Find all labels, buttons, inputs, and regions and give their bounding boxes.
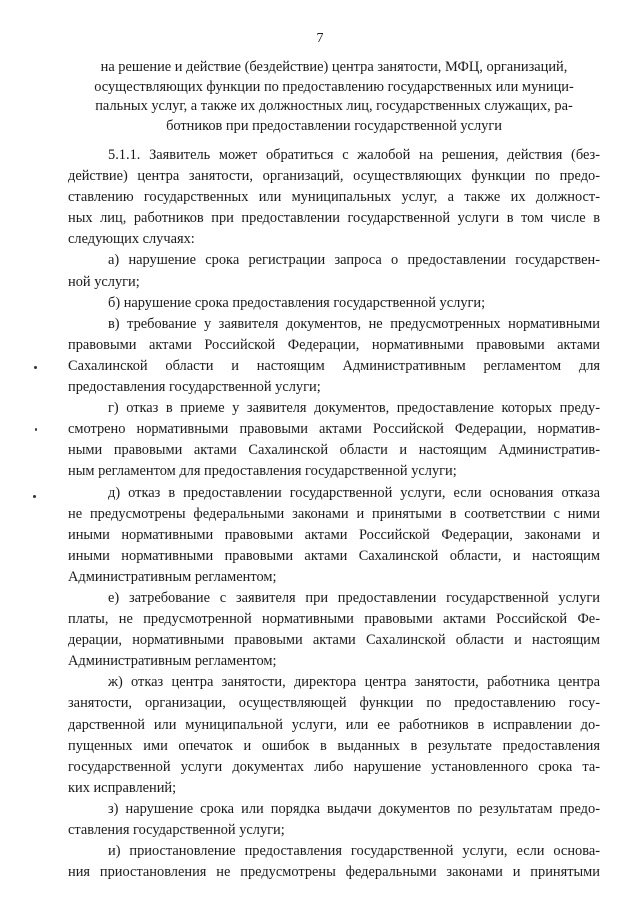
text-line: дерации, нормативными правовыми актами Сахалинской области и настоящим xyxy=(68,632,600,649)
scan-speck xyxy=(33,495,36,498)
text-line: а) нарушение срока регистрации запроса о предоставлении государствен- xyxy=(108,252,600,269)
heading-line: на решение и действие (бездействие) центра занятости, МФЦ, организаций, xyxy=(100,59,568,75)
heading-line: осуществляющих функции по предоставлению государственных или муници- xyxy=(94,78,574,95)
text-line: в) требование у заявителя документов, не предусмотренных нормативными xyxy=(108,315,600,332)
paragraph xyxy=(68,398,600,482)
text-line: 5.1.1. Заявитель может обратиться с жалобой на решения, действия (без- xyxy=(108,147,600,163)
text-line: правовыми актами Российской Федерации, нормативными правовыми актами xyxy=(68,336,600,353)
paragraph xyxy=(68,293,600,314)
text-line: Административным регламентом; xyxy=(68,653,277,670)
text-line: ных лиц, работников при предоставлении государственной услуги в том числе в xyxy=(68,210,600,227)
text-line: д) отказ в предоставлении государственной услуги, если основания отказа xyxy=(108,484,600,501)
text-line: действие) центра занятости, организаций, осуществляющих функции по предо- xyxy=(68,168,600,185)
paragraph xyxy=(68,250,600,292)
text-line: платы, не предусмотренной нормативными правовыми актами Российской Фе- xyxy=(68,611,600,628)
page-number: 7 xyxy=(316,31,324,46)
scan-speck xyxy=(35,428,37,431)
text-line: е) затребование с заявителя при предоставлении государственной услуги xyxy=(108,589,600,606)
text-line: иными нормативными правовыми актами Сахалинской области, и настоящим xyxy=(68,547,600,564)
text-line: предоставления государственной услуги; xyxy=(68,379,321,396)
text-line: и) приостановление предоставления государственной услуги, если основа- xyxy=(108,843,600,860)
text-line: Административным регламентом; xyxy=(68,568,277,585)
text-line: государственной услуги документах либо нарушение установленного срока та- xyxy=(68,758,600,775)
paragraph xyxy=(68,145,600,250)
text-line: г) отказ в приеме у заявителя документов, предоставление которых преду- xyxy=(108,400,600,417)
paragraph xyxy=(68,314,600,398)
text-line: ж) отказ центра занятости, директора центра занятости, работника центра xyxy=(108,674,600,691)
text-line: смотрено нормативными правовыми актами Российской Федерации, норматив- xyxy=(68,421,600,438)
heading-line: пальных услуг, а также их должностных лиц, государственных служащих, ра- xyxy=(95,98,573,115)
text-line: ния приостановления не предусмотрены федеральными законами и принятыми xyxy=(68,864,600,881)
text-line: з) нарушение срока или порядка выдачи документов по результатам предо- xyxy=(108,800,600,817)
text-line: дарственной или муниципальной услуги, или ее работников в исправлении до- xyxy=(68,716,600,733)
heading-line: ботников при предоставлении государственной услуги xyxy=(166,117,502,134)
text-line: ставления государственной услуги; xyxy=(68,822,285,838)
text-line: б) нарушение срока предоставления государственной услуги; xyxy=(108,294,486,311)
text-line: Сахалинской области и настоящим Административным регламентом для xyxy=(68,357,600,374)
scan-speck xyxy=(34,366,37,369)
text-line: занятости, организации, осуществляющей функции по предоставлению госу- xyxy=(68,695,600,712)
text-line: не предусмотрены федеральными законами и принятыми в соответствии с ними xyxy=(68,505,600,522)
text-line: ких исправлений; xyxy=(68,779,177,796)
body-text xyxy=(68,145,600,883)
text-line: иными нормативными правовыми актами Российской Федерации, законами и xyxy=(68,526,600,543)
text-line: пущенных ими опечаток и ошибок в выданных в результате предоставления xyxy=(68,737,600,754)
text-line: следующих случаях: xyxy=(68,231,195,248)
paragraph xyxy=(68,588,600,672)
text-line: ным регламентом для предоставления государственной услуги; xyxy=(68,463,457,480)
paragraph xyxy=(68,672,600,799)
paragraph xyxy=(68,483,600,588)
text-line: ной услуги; xyxy=(68,273,140,290)
section-heading xyxy=(68,58,600,136)
paragraph xyxy=(68,841,600,883)
paragraph xyxy=(68,799,600,841)
text-line: ными правовыми актами Сахалинской области и настоящим Административ- xyxy=(68,442,600,459)
text-line: ставлению государственных или муниципальных услуг, а также их должност- xyxy=(68,189,600,206)
